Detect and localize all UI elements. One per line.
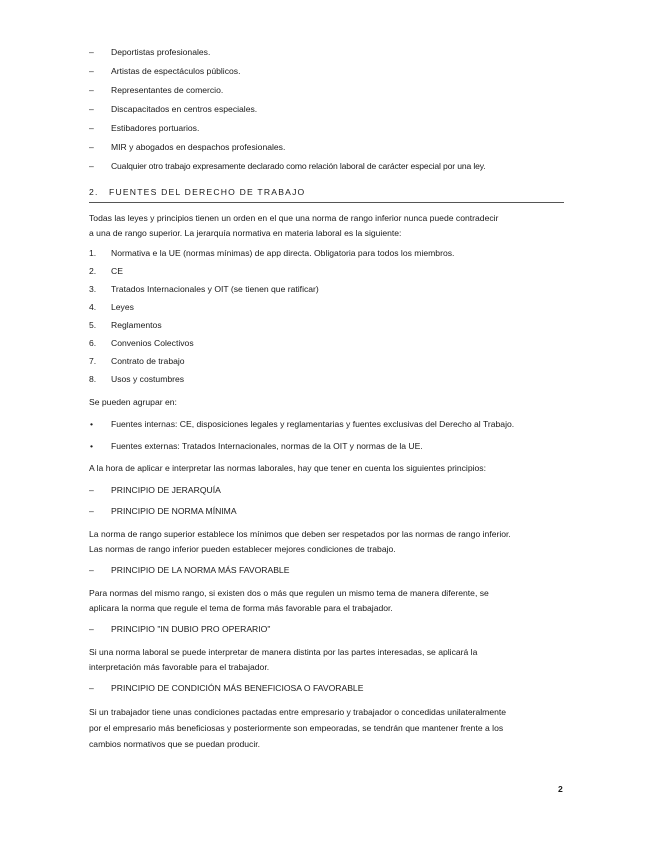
list-number: 2. — [89, 266, 97, 276]
list-item-text: Leyes — [111, 302, 134, 312]
dash-marker: – — [89, 123, 94, 133]
list-number: 3. — [89, 284, 97, 294]
dash-marker: – — [89, 565, 94, 575]
dash-marker: – — [89, 683, 94, 693]
list-item — [89, 66, 94, 77]
intro-line: Todas las leyes y principios tienen un orden en el que una norma de rango inferior nunca puede contradecir — [89, 213, 499, 223]
principle-line: cambios normativos que se puedan producir. — [89, 739, 261, 749]
principle-line: Las normas de rango inferior pueden establecer mejores condiciones de trabajo. — [89, 544, 396, 554]
list-number: 7. — [89, 356, 97, 366]
principle-line: Para normas del mismo rango, si existen dos o más que regulen un mismo tema de manera diferente, se — [89, 588, 489, 598]
principle-line: por el empresario más beneficiosas y posteriormente son empeoradas, se tendrán que mantener frente a los — [89, 723, 504, 733]
dash-marker: – — [89, 506, 94, 516]
list-item-text: Fuentes externas: Tratados Internacionales, normas de la OIT y normas de la UE. — [111, 441, 423, 451]
list-item-text: Reglamentos — [111, 320, 162, 330]
principle-line: Si un trabajador tiene unas condiciones pactadas entre empresario y trabajador o concedidas unilateralmente — [89, 707, 507, 717]
list-item — [89, 104, 94, 115]
list-item-text: CE — [111, 266, 123, 276]
dash-marker: – — [89, 142, 94, 152]
principle-body — [89, 586, 564, 616]
list-number: 4. — [89, 302, 97, 312]
principles-intro: A la hora de aplicar e interpretar las normas laborales, hay que tener en cuenta los siguientes principios: — [89, 463, 486, 473]
list-item-text: Artistas de espectáculos públicos. — [111, 66, 241, 76]
dash-marker: – — [89, 624, 94, 634]
principle-line: Si una norma laboral se puede interpretar de manera distinta por las partes interesadas, se aplicará la — [89, 647, 478, 657]
principle-title: PRINCIPIO DE CONDICIÓN MÁS BENEFICIOSA O FAVORABLE — [111, 683, 364, 693]
principle-title: PRINCIPIO "IN DUBIO PRO OPERARIO" — [111, 624, 271, 634]
list-number: 6. — [89, 338, 97, 348]
principle-body — [89, 527, 564, 557]
section-title: FUENTES DEL DERECHO DE TRABAJO — [109, 187, 306, 197]
list-item-text: Fuentes internas: CE, disposiciones legales y reglamentarias y fuentes exclusivas del Derecho al Trabajo. — [111, 419, 515, 429]
principle-line: aplicara la norma que regule el tema de forma más favorable para el trabajador. — [89, 603, 393, 613]
principle-title: PRINCIPIO DE NORMA MÍNIMA — [111, 506, 237, 516]
principle-body — [89, 645, 564, 675]
list-number: 1. — [89, 248, 97, 258]
list-item-text: Contrato de trabajo — [111, 356, 185, 366]
list-item-text: Estibadores portuarios. — [111, 123, 200, 133]
list-number: 5. — [89, 320, 97, 330]
section-number: 2. — [89, 187, 99, 197]
dash-marker: – — [89, 104, 94, 114]
dash-marker: – — [89, 161, 94, 171]
list-item — [89, 123, 94, 134]
section-rule — [89, 202, 564, 203]
principle-body — [89, 704, 564, 752]
list-item-text: Representantes de comercio. — [111, 85, 224, 95]
list-item-text: Convenios Colectivos — [111, 338, 194, 348]
list-number: 8. — [89, 374, 97, 384]
list-item — [89, 161, 94, 172]
dash-marker: – — [89, 85, 94, 95]
principle-line: interpretación más favorable para el trabajador. — [89, 662, 270, 672]
page-number: 2 — [558, 784, 563, 794]
intro-paragraph — [89, 211, 564, 241]
list-item-text: Usos y costumbres — [111, 374, 185, 384]
list-item-text: Deportistas profesionales. — [111, 47, 211, 57]
intro-line: a una de rango superior. La jerarquía normativa en materia laboral es la siguiente: — [89, 228, 402, 238]
principle-title: PRINCIPIO DE LA NORMA MÁS FAVORABLE — [111, 565, 290, 575]
list-item-text: MIR y abogados en despachos profesionales. — [111, 142, 286, 152]
list-item-text: Tratados Internacionales y OIT (se tienen que ratificar) — [111, 284, 319, 294]
group-intro: Se pueden agrupar en: — [89, 397, 177, 407]
bullet-marker: • — [90, 441, 94, 451]
dash-marker: – — [89, 47, 94, 57]
list-item-text: Normativa e la UE (normas mínimas) de app directa. Obligatoria para todos los miembros. — [111, 248, 455, 258]
dash-marker: – — [89, 485, 94, 495]
list-item-text: Cualquier otro trabajo expresamente declarado como relación laboral de carácter especial por una ley. — [111, 161, 486, 171]
bullet-marker: • — [90, 419, 94, 429]
list-item — [89, 142, 94, 153]
principle-line: La norma de rango superior establece los mínimos que deben ser respetados por las normas de rango inferior. — [89, 529, 511, 539]
dash-marker: – — [89, 66, 94, 76]
list-item-text: Discapacitados en centros especiales. — [111, 104, 258, 114]
list-item — [89, 47, 94, 58]
principle-title: PRINCIPIO DE JERARQUÍA — [111, 485, 221, 495]
list-item — [89, 85, 94, 96]
